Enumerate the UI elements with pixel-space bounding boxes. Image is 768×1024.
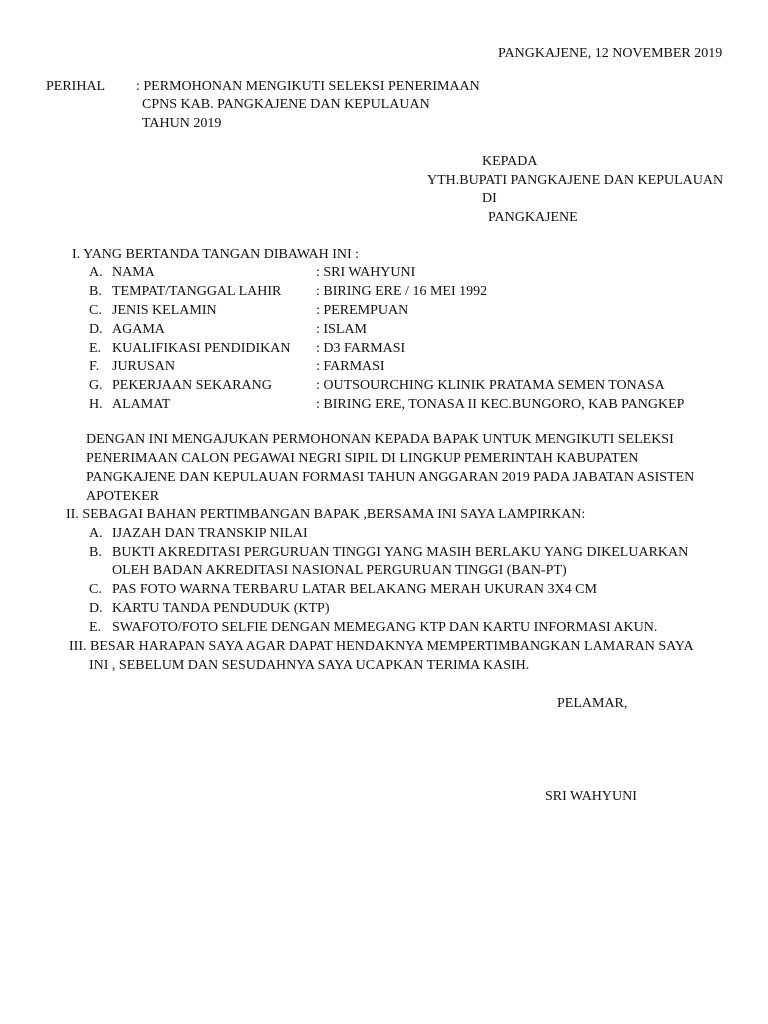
attachment-letter: C. [89,582,102,597]
applicant-label: PELAMAR, [557,696,628,711]
recipient-city: PANGKAJENE [488,210,578,225]
field-letter: H. [89,397,103,412]
section-3-line-2: INI , SEBELUM DAN SESUDAHNYA SAYA UCAPKAN TERIMA KASIH. [89,658,530,673]
field-label: ALAMAT [112,397,171,412]
field-label: NAMA [112,265,155,280]
recipient-kepada: KEPADA [482,154,538,169]
field-letter: A. [89,265,103,280]
subject-line-1: : PERMOHONAN MENGIKUTI SELEKSI PENERIMAAN [136,79,480,94]
field-label: TEMPAT/TANGGAL LAHIR [112,284,282,299]
subject-line-2: CPNS KAB. PANGKAJENE DAN KEPULAUAN [142,97,430,112]
attachment-letter: B. [89,545,102,560]
signature-name: SRI WAHYUNI [545,789,637,804]
paragraph-line: PENERIMAAN CALON PEGAWAI NEGRI SIPIL DI LINGKUP PEMERINTAH KABUPATEN [86,451,639,466]
section-2-heading: II. SEBAGAI BAHAN PERTIMBANGAN BAPAK ,BERSAMA INI SAYA LAMPIRKAN: [66,507,586,522]
paragraph-line: APOTEKER [86,489,160,504]
field-value: : SRI WAHYUNI [316,265,416,280]
paragraph-line: DENGAN INI MENGAJUKAN PERMOHONAN KEPADA BAPAK UNTUK MENGIKUTI SELEKSI [86,432,674,447]
field-value: : D3 FARMASI [316,341,406,356]
recipient-di: DI [482,191,497,206]
section-3-line-1: III. BESAR HARAPAN SAYA AGAR DAPAT HENDAKNYA MEMPERTIMBANGKAN LAMARAN SAYA [69,639,694,654]
attachment-letter: E. [89,620,102,635]
attachment-item: KARTU TANDA PENDUDUK (KTP) [112,601,330,616]
field-label: AGAMA [112,322,165,337]
field-letter: B. [89,284,102,299]
attachment-item: BUKTI AKREDITASI PERGURUAN TINGGI YANG MASIH BERLAKU YANG DIKELUARKAN [112,545,689,560]
field-label: PEKERJAAN SEKARANG [112,378,272,393]
field-value: : OUTSOURCHING KLINIK PRATAMA SEMEN TONASA [316,378,665,393]
place-date: PANGKAJENE, 12 NOVEMBER 2019 [498,46,723,61]
attachment-item-continued: OLEH BADAN AKREDITASI NASIONAL PERGURUAN TINGGI (BAN-PT) [112,563,567,578]
section-1-heading: I. YANG BERTANDA TANGAN DIBAWAH INI : [72,247,360,262]
recipient-addressee: YTH.BUPATI PANGKAJENE DAN KEPULAUAN [427,173,724,188]
field-label: JURUSAN [112,359,176,374]
field-value: : ISLAM [316,322,367,337]
field-label: KUALIFIKASI PENDIDIKAN [112,341,291,356]
subject-label: PERIHAL [46,79,106,94]
field-value: : PEREMPUAN [316,303,409,318]
subject-line-3: TAHUN 2019 [142,116,222,131]
field-label: JENIS KELAMIN [112,303,217,318]
attachment-letter: A. [89,526,103,541]
field-letter: F. [89,359,100,374]
field-value: : BIRING ERE / 16 MEI 1992 [316,284,488,299]
field-letter: D. [89,322,103,337]
paragraph-line: PANGKAJENE DAN KEPULAUAN FORMASI TAHUN ANGGARAN 2019 PADA JABATAN ASISTEN [86,470,695,485]
attachment-item: SWAFOTO/FOTO SELFIE DENGAN MEMEGANG KTP DAN KARTU INFORMASI AKUN. [112,620,658,635]
field-letter: G. [89,378,103,393]
field-value: : BIRING ERE, TONASA II KEC.BUNGORO, KAB PANGKEP [316,397,685,412]
attachment-item: IJAZAH DAN TRANSKIP NILAI [112,526,308,541]
field-letter: C. [89,303,102,318]
field-value: : FARMASI [316,359,385,374]
attachment-letter: D. [89,601,103,616]
attachment-item: PAS FOTO WARNA TERBARU LATAR BELAKANG MERAH UKURAN 3X4 CM [112,582,597,597]
field-letter: E. [89,341,102,356]
